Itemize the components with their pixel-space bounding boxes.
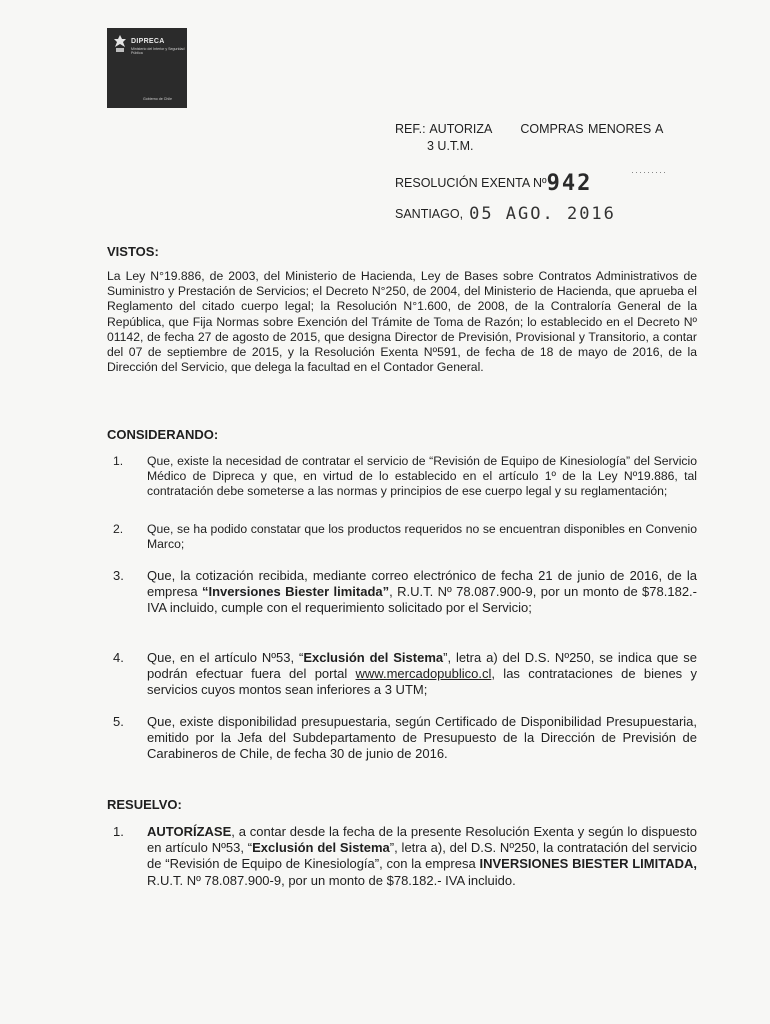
- resuelvo-heading: RESUELVO:: [107, 797, 182, 812]
- place-label: SANTIAGO,: [395, 207, 464, 221]
- considerando-heading: CONSIDERANDO:: [107, 427, 219, 442]
- date-line: [395, 203, 616, 223]
- item-text: Que, en el artículo Nº53, “Exclusión del Sistema”, letra a) del D.S. Nº250, se indica que se podrán efectuar fuera del portal www.mercadopublico.cl, las contrataciones de bienes y servicios cuyos montos sean inferiores a 3 UTM;: [147, 650, 697, 698]
- stamp-dots: ·········: [631, 167, 667, 177]
- logo-org: DIPRECA: [131, 38, 165, 45]
- resolution-label: RESOLUCIÓN EXENTA Nº: [395, 176, 547, 190]
- company-name: INVERSIONES BIESTER LIMITADA,: [479, 856, 697, 872]
- item-number: 1.: [113, 824, 124, 839]
- date-stamp: 05 AGO. 2016: [469, 204, 616, 224]
- company-name: “Inversiones Biester limitada”: [201, 584, 390, 600]
- vistos-text: La Ley N°19.886, de 2003, del Ministerio de Hacienda, Ley de Bases sobre Contratos Administrativos de Suministro y Prestación de Servicios; el Decreto N°250, de 2004, del Ministerio de Hacienda, que aprueba el Reglamento del citado cuerpo legal; la Resolución N°1.600, de 2008, de la Contraloría General de la República, que Fija Normas sobre Exención del Trámite de Toma de Razón; lo establecido en el Decreto Nº 01142, de fecha 27 de agosto de 2015, que designa Director de Previsión, Provisional y Transitorio, a contar del 07 de septiembre de 2015, y la Resolución Exenta Nº591, de fecha de 18 de mayo de 2016, de la Dirección del Servicio, que delega la facultad en el Contador General.: [107, 269, 697, 375]
- ref-subject: COMPRAS MENORES A: [520, 122, 664, 136]
- item-number: 1.: [113, 454, 124, 468]
- ref-subject-cont: 3 U.T.M.: [427, 139, 474, 153]
- item-text: Que, existe la necesidad de contratar el servicio de “Revisión de Equipo de Kinesiología” del Servicio Médico de Dipreca y que, en virtud de lo establecido en el artículo 1º de la Ley Nº19.886, tal contratación debe someterse a las normas y principios de ese cuerpo legal y su reglamentación;: [147, 454, 697, 499]
- item-text: AUTORÍZASE, a contar desde la fecha de la presente Resolución Exenta y según lo dispuesto en artículo Nº53, “Exclusión del Sistema”, letra a), del D.S. Nº250, la contratación del servicio de “Revisión de Equipo de Kinesiología”, con la empresa INVERSIONES BIESTER LIMITADA, R.U.T. Nº 78.087.900-9, por un monto de $78.182.- IVA incluido.: [147, 824, 697, 888]
- coat-of-arms-icon: [113, 35, 127, 53]
- dipreca-logo: [107, 28, 187, 108]
- item-number: 3.: [113, 568, 124, 583]
- resolution-line: [395, 168, 593, 196]
- item-number: 2.: [113, 522, 124, 536]
- resolution-number: 942: [546, 171, 593, 196]
- item-text: Que, la cotización recibida, mediante correo electrónico de fecha 21 de junio de 2016, de la empresa “Inversiones Biester limitada”, R.U.T. Nº 78.087.900-9, por un monto de $78.182.- IVA incluido, cumple con el requerimiento solicitado por el Servicio;: [147, 568, 697, 616]
- mercadopublico-link[interactable]: www.mercadopublico.cl: [355, 666, 492, 682]
- ref-label: REF.: AUTORIZA: [395, 122, 493, 136]
- item-text: Que, existe disponibilidad presupuestaria, según Certificado de Disponibilidad Presupuestaria, emitido por la Jefa del Subdepartamento de Presupuesto de la Dirección de Previsión de Carabineros de Chile, de fecha 30 de junio de 2016.: [147, 714, 697, 762]
- reference-line: [395, 122, 663, 136]
- item-text: Que, se ha podido constatar que los productos requeridos no se encuentran disponibles en Convenio Marco;: [147, 522, 697, 552]
- logo-government: Gobierno de Chile: [143, 97, 172, 101]
- logo-ministry: Ministerio del Interior y Seguridad Pública: [131, 47, 185, 56]
- item-number: 4.: [113, 650, 124, 665]
- item-number: 5.: [113, 714, 124, 729]
- vistos-heading: VISTOS:: [107, 244, 159, 259]
